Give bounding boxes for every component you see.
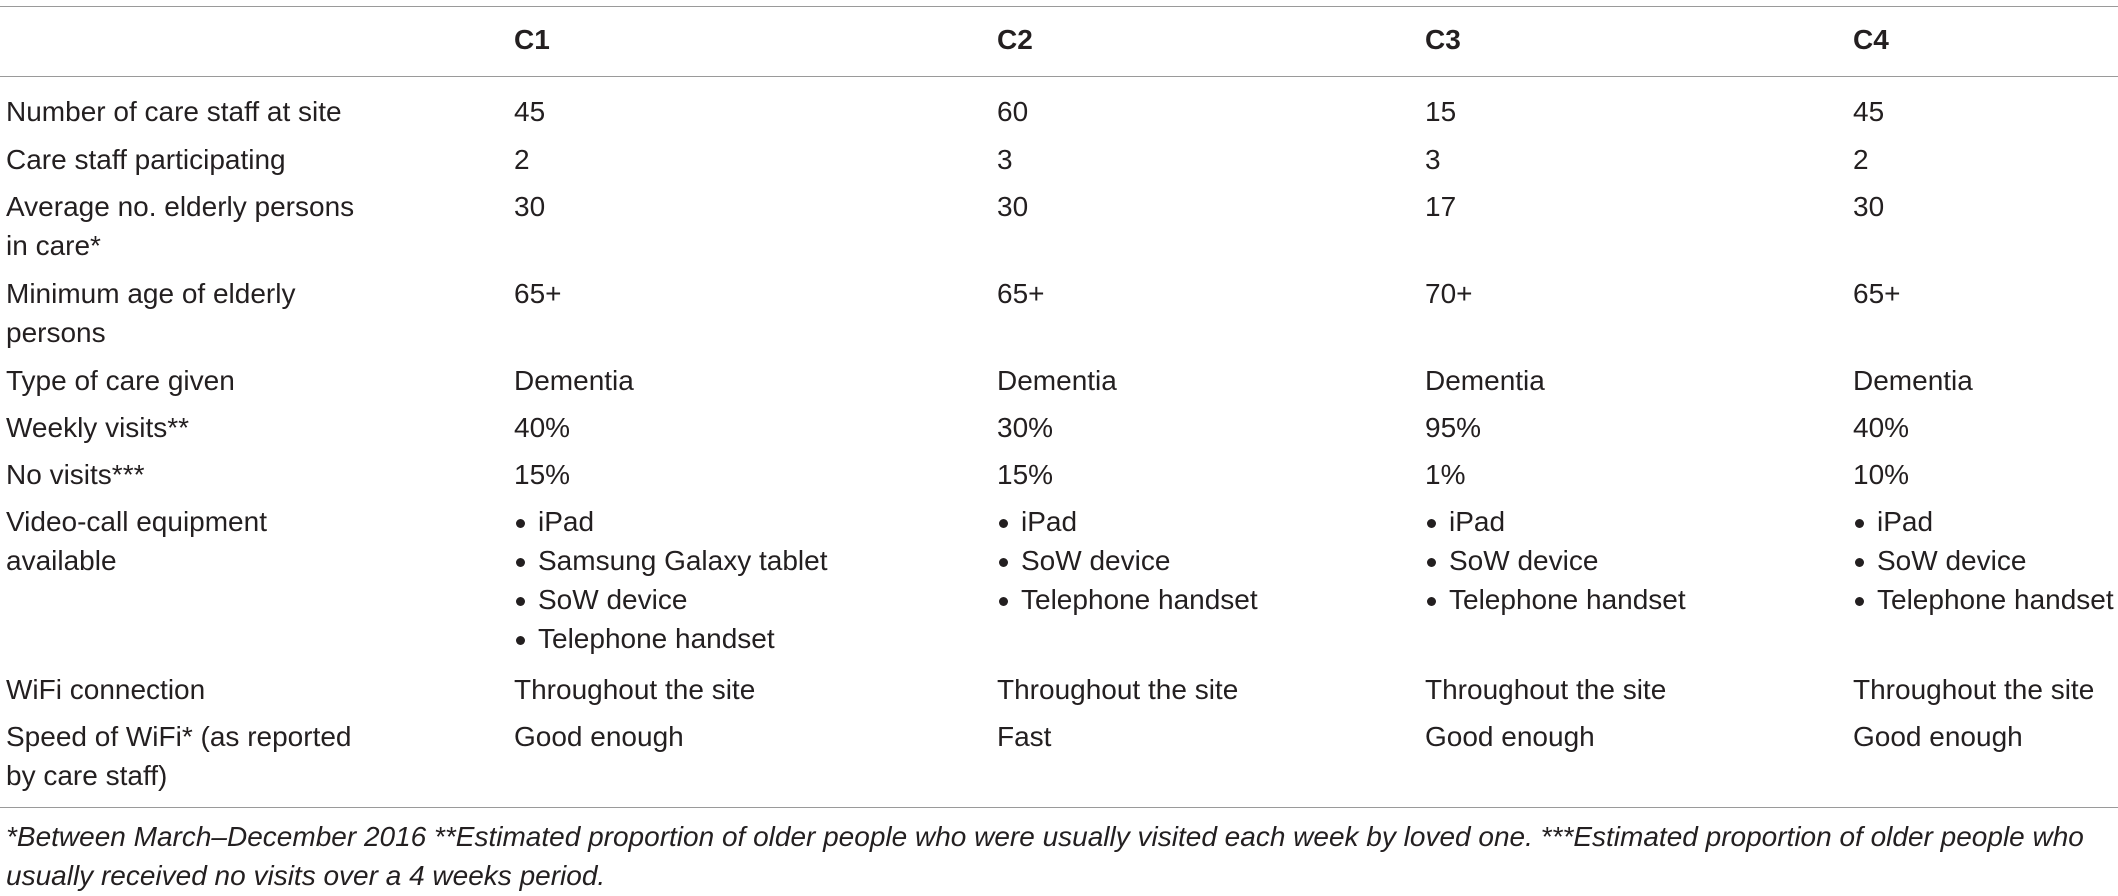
list-item (997, 541, 1258, 580)
list-item (1425, 541, 1686, 580)
table-bottom-rule (0, 807, 2118, 808)
footnote-line: usually received no visits over a 4 weeks period. (6, 860, 606, 891)
row-label-line: by care staff) (6, 760, 168, 791)
table-cell: 65+ (997, 278, 1045, 309)
row-label-line: Speed of WiFi* (as reported (6, 721, 352, 752)
list-item-text: Telephone handset (1021, 584, 1258, 615)
row-label-line: in care* (6, 230, 101, 261)
table-cell: Dementia (514, 365, 634, 396)
equipment-list (1425, 502, 1686, 619)
table-cell: 65+ (514, 278, 562, 309)
row-label: Weekly visits** (6, 412, 190, 443)
table-cell: Dementia (1853, 365, 1973, 396)
table-cell: Dementia (997, 365, 1117, 396)
column-header-c1: C1 (514, 24, 550, 55)
equipment-list (514, 502, 828, 658)
row-label: Number of care staff at site (6, 96, 342, 127)
table-cell: 1% (1425, 459, 1466, 490)
bullet-icon (516, 519, 525, 528)
bullet-icon (1427, 519, 1436, 528)
table-cell: 3 (1425, 144, 1441, 175)
list-item (997, 580, 1258, 619)
list-item-text: SoW device (1021, 545, 1171, 576)
column-header-c4: C4 (1853, 24, 1889, 55)
list-item-text: SoW device (538, 584, 688, 615)
list-item-text: Telephone handset (1449, 584, 1686, 615)
table-cell: Dementia (1425, 365, 1545, 396)
bullet-icon (1427, 597, 1436, 606)
table-cell: 30 (997, 191, 1029, 222)
table-cell: 15% (514, 459, 571, 490)
list-item (1853, 541, 2114, 580)
table-cell: Throughout the site (1425, 674, 1667, 705)
table-cell: Good enough (1425, 721, 1595, 752)
table-cell: 2 (514, 144, 530, 175)
list-item-text: iPad (538, 506, 595, 537)
list-item (1853, 580, 2114, 619)
list-item (997, 502, 1258, 541)
table-cell: Good enough (1853, 721, 2023, 752)
bullet-icon (999, 597, 1008, 606)
list-item (514, 502, 828, 541)
table-cell: 60 (997, 96, 1029, 127)
bullet-icon (999, 558, 1008, 567)
table-cell: 30 (514, 191, 546, 222)
table-header-rule (0, 76, 2118, 77)
row-label: Type of care given (6, 365, 235, 396)
bullet-icon (516, 597, 525, 606)
table-footnote (6, 817, 2112, 895)
row-label-line: Average no. elderly persons (6, 191, 355, 222)
bullet-icon (516, 558, 525, 567)
table-cell: 15 (1425, 96, 1457, 127)
list-item-text: SoW device (1877, 545, 2027, 576)
column-header-c2: C2 (997, 24, 1033, 55)
list-item (1853, 502, 2114, 541)
footnote-line: *Between March–December 2016 **Estimated proportion of older people who were usually visited each week by loved one. ***Estimated proportion of older people who (6, 821, 2084, 852)
table-cell: 40% (514, 412, 571, 443)
table-cell: 70+ (1425, 278, 1473, 309)
equipment-list (1853, 502, 2114, 619)
row-label: No visits*** (6, 459, 145, 490)
list-item (514, 580, 828, 619)
list-item-text: Telephone handset (538, 623, 775, 654)
list-item-text: iPad (1877, 506, 1934, 537)
table-cell: 40% (1853, 412, 1910, 443)
row-label-line: available (6, 545, 117, 576)
list-item-text: SoW device (1449, 545, 1599, 576)
table-cell: 30% (997, 412, 1054, 443)
bullet-icon (516, 636, 525, 645)
table-cell: 65+ (1853, 278, 1901, 309)
row-label: WiFi connection (6, 674, 206, 705)
table-cell: 45 (1853, 96, 1885, 127)
table-cell: 15% (997, 459, 1054, 490)
row-label-line: Video-call equipment (6, 506, 267, 537)
table-cell: 17 (1425, 191, 1457, 222)
list-item-text: iPad (1021, 506, 1078, 537)
list-item (514, 619, 828, 658)
table-cell: 3 (997, 144, 1013, 175)
table-cell: 30 (1853, 191, 1885, 222)
row-label-line: Minimum age of elderly (6, 278, 296, 309)
equipment-list (997, 502, 1258, 619)
bullet-icon (1855, 597, 1864, 606)
table-top-rule (0, 6, 2118, 7)
list-item-text: Samsung Galaxy tablet (538, 545, 828, 576)
table-cell: Throughout the site (1853, 674, 2095, 705)
bullet-icon (999, 519, 1008, 528)
table-cell: Good enough (514, 721, 684, 752)
row-label-line: persons (6, 317, 106, 348)
table-cell: 10% (1853, 459, 1910, 490)
table-cell: Throughout the site (997, 674, 1239, 705)
table-cell: 95% (1425, 412, 1482, 443)
list-item-text: iPad (1449, 506, 1506, 537)
column-header-c3: C3 (1425, 24, 1461, 55)
bullet-icon (1855, 558, 1864, 567)
list-item (1425, 580, 1686, 619)
table-cell: Throughout the site (514, 674, 756, 705)
table-cell: Fast (997, 721, 1052, 752)
table-cell: 45 (514, 96, 546, 127)
bullet-icon (1427, 558, 1436, 567)
bullet-icon (1855, 519, 1864, 528)
list-item-text: Telephone handset (1877, 584, 2114, 615)
list-item (1425, 502, 1686, 541)
list-item (514, 541, 828, 580)
row-label: Care staff participating (6, 144, 286, 175)
table-cell: 2 (1853, 144, 1869, 175)
